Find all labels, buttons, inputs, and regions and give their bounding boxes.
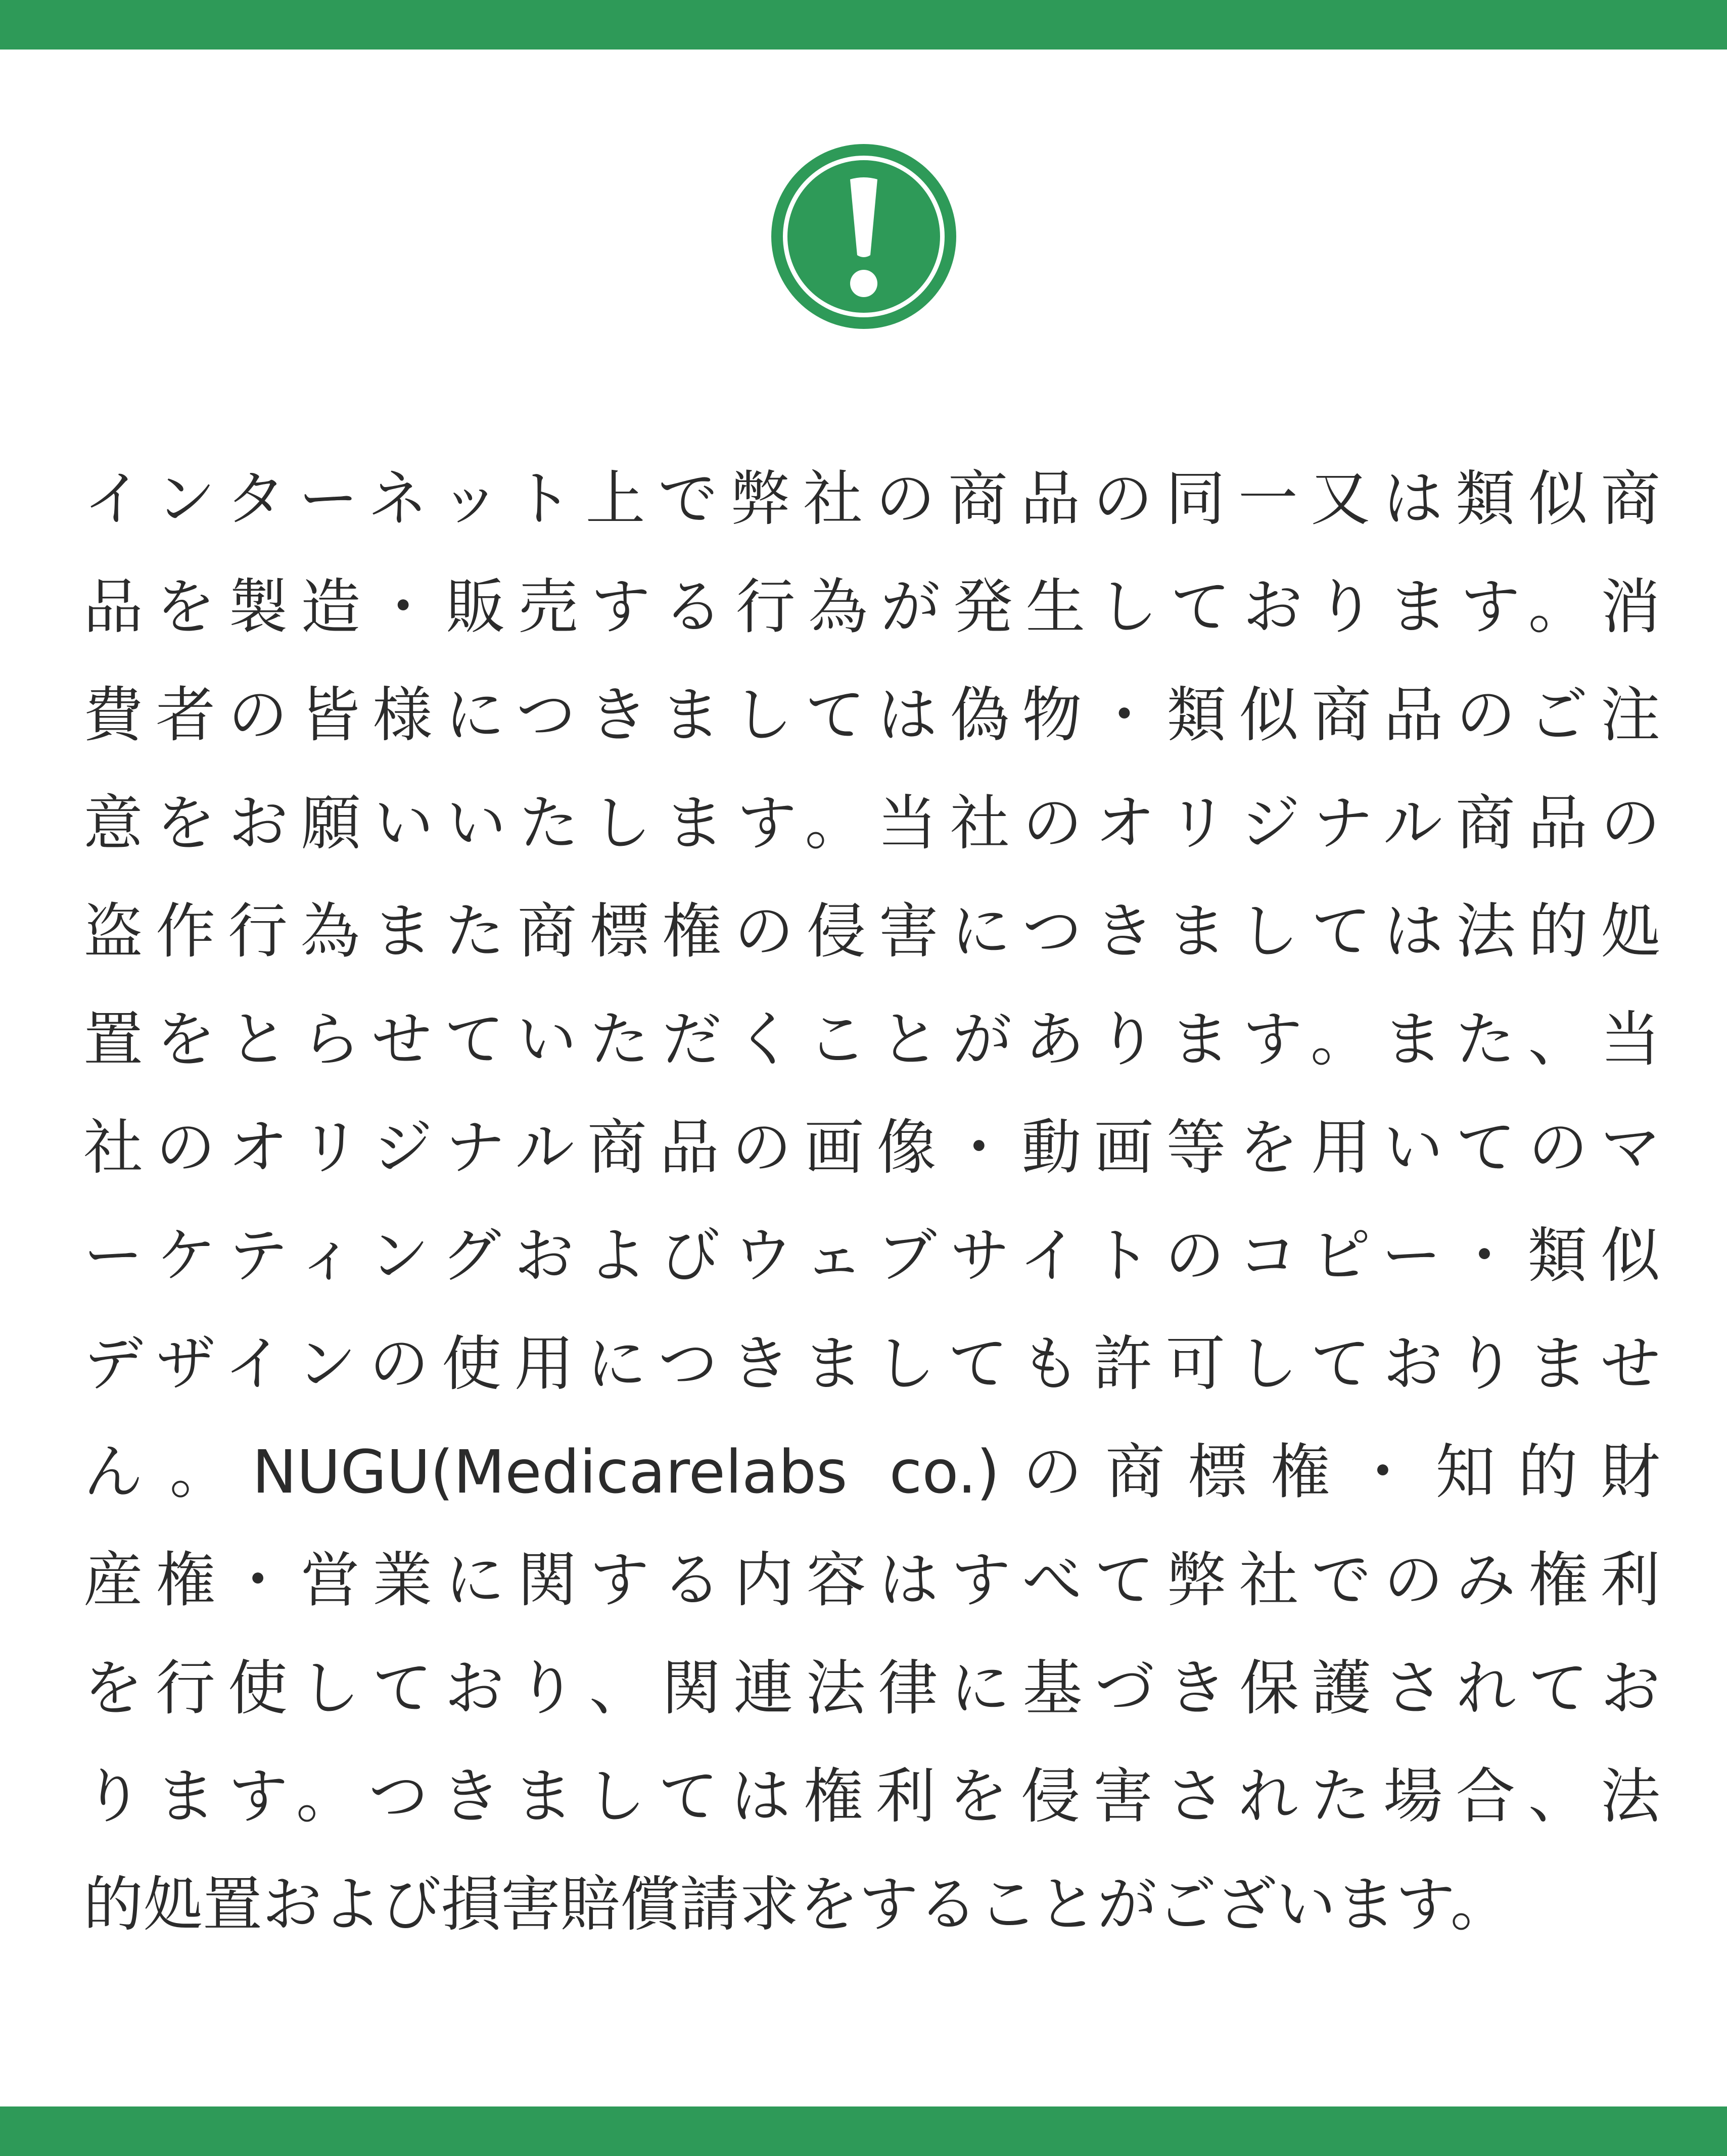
notice-line: 産権・営業に関する内容はすべて弊社でのみ権利 <box>83 1545 1660 1615</box>
top-accent-bar <box>0 0 1727 50</box>
notice-line: ーケティングおよびウェブサイトのコピー・類似 <box>83 1221 1660 1290</box>
notice-line: 意をお願いいたします。当社のオリジナル商品の <box>83 788 1660 858</box>
notice-line: デザインの使用につきましても許可しておりませ <box>83 1329 1660 1399</box>
notice-line: 置をとらせていただくことがあります。また、当 <box>83 1004 1660 1074</box>
notice-line: インターネット上で弊社の商品の同一又は類似商 <box>83 464 1660 534</box>
notice-text <box>83 445 1660 1958</box>
bottom-accent-bar <box>0 2106 1727 2156</box>
notice-line: 社のオリジナル商品の画像・動画等を用いてのマ <box>83 1113 1660 1182</box>
notice-line: 的処置および損害賠償請求をすることがございます。 <box>83 1870 1510 1939</box>
exclamation-circle-icon <box>770 143 957 330</box>
notice-line: を行使しており、関連法律に基づき保護されてお <box>83 1653 1660 1723</box>
notice-line: ります。つきましては権利を侵害された場合、法 <box>83 1761 1660 1831</box>
notice-line: ん。NUGU(Medicarelabs co.)の商標権・知的財 <box>83 1437 1660 1507</box>
notice-line: 盗作行為また商標権の侵害につきましては法的処 <box>83 896 1660 966</box>
notice-line: 費者の皆様につきましては偽物・類似商品のご注 <box>83 680 1660 750</box>
notice-line: 品を製造・販売する行為が発生しております。消 <box>83 572 1660 642</box>
